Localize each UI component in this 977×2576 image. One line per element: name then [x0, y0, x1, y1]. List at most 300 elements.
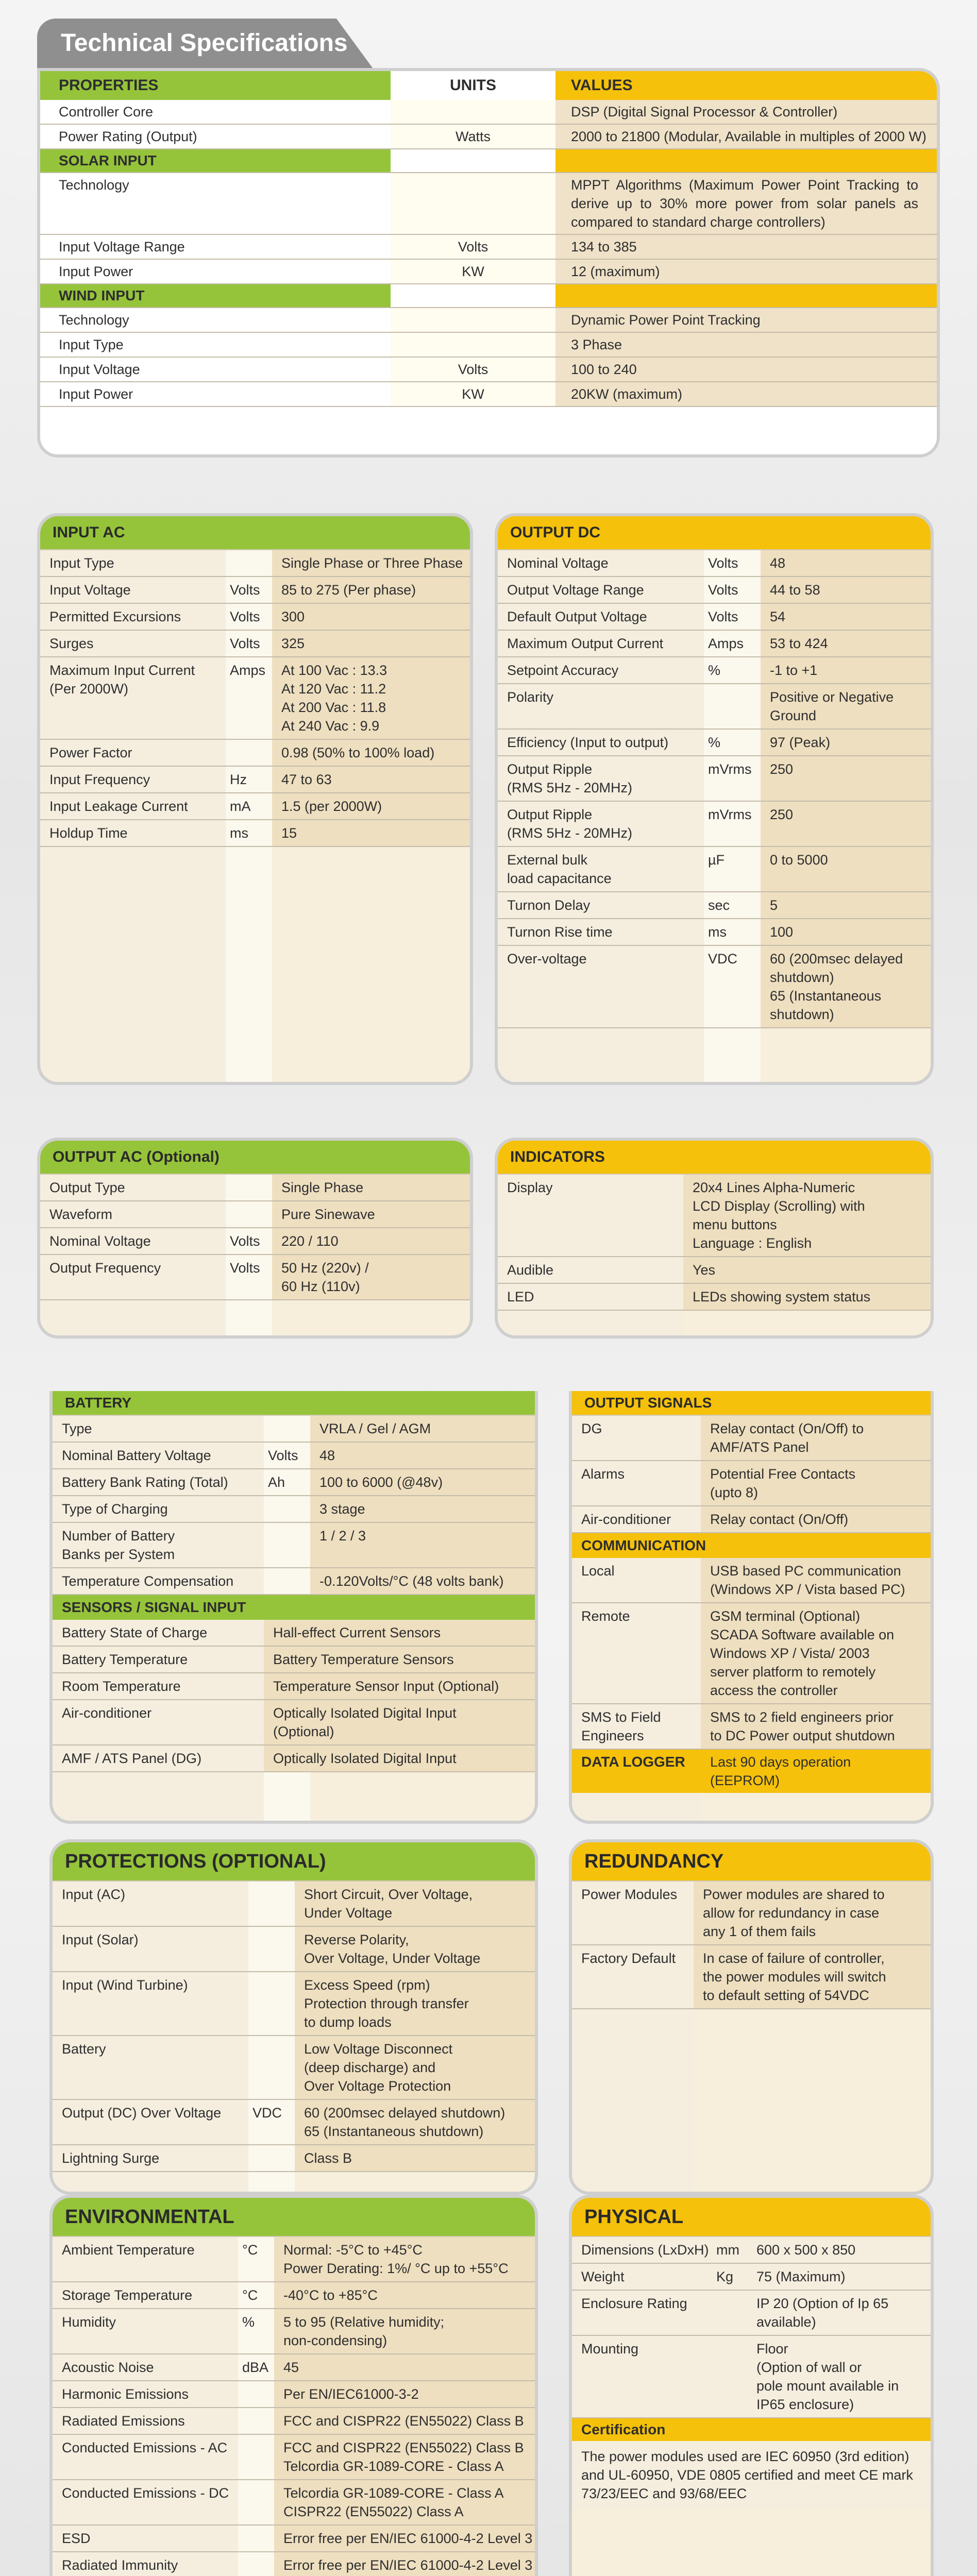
input-ac-panel: [37, 513, 473, 1085]
environmental-unit: dBA: [238, 2354, 274, 2381]
table-row: [40, 100, 937, 124]
physical-unit: Kg: [716, 2263, 747, 2290]
input-ac-property: Maximum Input Current (Per 2000W): [40, 657, 226, 739]
input-ac-property: Input Frequency: [40, 766, 226, 793]
output-ac-property: Waveform: [40, 1201, 226, 1228]
sensor-value: Temperature Sensor Input (Optional): [264, 1673, 535, 1700]
tech-property: Input Power: [40, 259, 391, 284]
table-row: [572, 1461, 931, 1506]
protection-value: Excess Speed (rpm) Protection through transfer to dump loads: [295, 1972, 535, 2036]
tech-property: Power Rating (Output): [40, 124, 391, 149]
output-dc-value: Positive or Negative Ground: [761, 684, 931, 729]
input-ac-value: 1.5 (per 2000W): [272, 793, 470, 820]
physical-value: 600 x 500 x 850: [747, 2237, 931, 2263]
battery-unit: [264, 1522, 310, 1568]
input-ac-title: INPUT AC: [40, 516, 470, 550]
protection-value: Reverse Polarity, Over Voltage, Under Voltage: [295, 1926, 535, 1972]
output-dc-unit: %: [704, 729, 761, 756]
environmental-value: -40°C to +85°C: [274, 2282, 535, 2309]
table-row: [53, 2480, 535, 2525]
output-dc-unit: ms: [704, 919, 761, 945]
table-row: [53, 2552, 535, 2576]
sensor-property: AMF / ATS Panel (DG): [53, 1745, 264, 1772]
tech-value: Dynamic Power Point Tracking: [555, 308, 937, 332]
output-dc-value: 48: [761, 550, 931, 577]
protection-unit: [248, 2036, 295, 2099]
table-row: [40, 173, 937, 234]
input-ac-property: Holdup Time: [40, 820, 226, 846]
communication-property: SMS to Field Engineers: [572, 1704, 701, 1749]
certification-title: Certification: [572, 2418, 931, 2441]
input-ac-property: Surges: [40, 630, 226, 657]
physical-table: [572, 2237, 931, 2418]
physical-unit: [716, 2290, 747, 2335]
tech-value: 100 to 240: [555, 357, 937, 382]
signal-property: Alarms: [572, 1461, 701, 1506]
physical-value: IP 20 (Option of Ip 65 available): [747, 2290, 931, 2335]
physical-panel: [569, 2195, 934, 2576]
battery-property: Nominal Battery Voltage: [53, 1442, 264, 1469]
tech-value: 12 (maximum): [555, 259, 937, 284]
environmental-value: FCC and CISPR22 (EN55022) Class B: [274, 2408, 535, 2434]
protection-value: Short Circuit, Over Voltage, Under Voltage: [295, 1882, 535, 1926]
protection-unit: VDC: [248, 2099, 295, 2145]
environmental-unit: [238, 2381, 274, 2408]
table-row: [40, 657, 470, 739]
physical-property: Enclosure Rating: [572, 2290, 716, 2335]
signal-value: Relay contact (On/Off) to AMF/ATS Panel: [701, 1416, 931, 1461]
output-dc-unit: µF: [704, 846, 761, 892]
input-ac-property: Permitted Excursions: [40, 603, 226, 630]
input-ac-property: Input Leakage Current: [40, 793, 226, 820]
environmental-unit: [238, 2480, 274, 2525]
input-ac-property: Input Type: [40, 550, 226, 577]
environmental-value: Error free per EN/IEC 61000-4-2 Level 3: [274, 2552, 535, 2576]
redundancy-value: In case of failure of controller, the power modules will switch to default setting of 54VDC: [694, 1945, 931, 2009]
output-dc-value: 100: [761, 919, 931, 945]
output-dc-property: Output Voltage Range: [498, 577, 704, 603]
tech-unit: [391, 308, 555, 332]
table-row: [40, 357, 937, 382]
tech-value: 2000 to 21800 (Modular, Available in multiples of 2000 W): [555, 124, 937, 149]
output-dc-property: External bulk load capacitance: [498, 846, 704, 892]
output-dc-value: 0 to 5000: [761, 846, 931, 892]
output-ac-value: 50 Hz (220v) / 60 Hz (110v): [272, 1255, 470, 1300]
battery-value: 48: [310, 1442, 535, 1469]
protection-unit: [248, 2145, 295, 2172]
page-title: Technical Specifications: [61, 29, 348, 57]
battery-property: Temperature Compensation: [53, 1568, 264, 1595]
table-row: [572, 1882, 931, 1945]
environmental-unit: [238, 2552, 274, 2576]
table-row: [53, 1882, 535, 1926]
table-row: [53, 2354, 535, 2381]
table-row: [53, 2237, 535, 2282]
tech-property: Controller Core: [40, 100, 391, 124]
output-dc-property: Polarity: [498, 684, 704, 729]
tech-property: Technology: [40, 173, 391, 234]
redundancy-panel: [569, 1839, 934, 2195]
table-row: [498, 919, 931, 945]
environmental-unit: [238, 2408, 274, 2434]
output-ac-property: Nominal Voltage: [40, 1228, 226, 1255]
output-dc-property: Over-voltage: [498, 945, 704, 1028]
environmental-value: 45: [274, 2354, 535, 2381]
environmental-value: 5 to 95 (Relative humidity; non-condensing): [274, 2309, 535, 2354]
tech-unit: [391, 100, 555, 124]
tech-property: Input Type: [40, 332, 391, 357]
environmental-property: Conducted Emissions - AC: [53, 2434, 238, 2480]
section-gap: [555, 284, 937, 308]
output-ac-unit: Volts: [226, 1255, 272, 1300]
indicators-panel: [495, 1138, 934, 1338]
output-dc-property: Maximum Output Current: [498, 630, 704, 657]
output-signals-panel: [569, 1391, 934, 1824]
environmental-property: Radiated Immunity: [53, 2552, 238, 2576]
data-logger-row: [572, 1749, 931, 1793]
protection-property: Output (DC) Over Voltage: [53, 2099, 248, 2145]
environmental-unit: °C: [238, 2237, 274, 2282]
table-row: [40, 1175, 470, 1201]
output-dc-panel: [495, 513, 934, 1085]
table-row: [498, 657, 931, 684]
table-row: [572, 2237, 931, 2263]
protection-unit: [248, 1972, 295, 2036]
input-ac-value: 85 to 275 (Per phase): [272, 577, 470, 603]
table-row: [572, 1704, 931, 1749]
output-ac-value: Pure Sinewave: [272, 1201, 470, 1228]
data-logger-value: Last 90 days operation (EEPROM): [701, 1749, 931, 1793]
protection-value: Low Voltage Disconnect (deep discharge) and Over Voltage Protection: [295, 2036, 535, 2099]
table-row: [498, 684, 931, 729]
solar-section-row: [40, 149, 937, 173]
physical-value: 75 (Maximum): [747, 2263, 931, 2290]
sensor-property: Battery Temperature: [53, 1646, 264, 1673]
table-row: [498, 550, 931, 577]
input-ac-unit: [226, 550, 272, 577]
sensor-value: Optically Isolated Digital Input: [264, 1745, 535, 1772]
table-row: [53, 2309, 535, 2354]
environmental-value: Telcordia GR-1089-CORE - Class A CISPR22 (EN55022) Class A: [274, 2480, 535, 2525]
input-ac-unit: Hz: [226, 766, 272, 793]
output-dc-value: 250: [761, 801, 931, 846]
battery-property: Type of Charging: [53, 1496, 264, 1522]
table-row: [40, 124, 937, 149]
table-row: [498, 729, 931, 756]
sensor-property: Room Temperature: [53, 1673, 264, 1700]
output-dc-unit: mVrms: [704, 801, 761, 846]
table-row: [40, 739, 470, 766]
environmental-property: Humidity: [53, 2309, 238, 2354]
table-row: [40, 550, 470, 577]
environmental-unit: °C: [238, 2282, 274, 2309]
tech-value: MPPT Algorithms (Maximum Power Point Tracking to derive up to 30% more power from solar panels as compared to standard charge controllers): [555, 173, 937, 234]
output-ac-property: Output Frequency: [40, 1255, 226, 1300]
battery-panel: [49, 1391, 538, 1824]
header-units: UNITS: [391, 71, 555, 100]
output-dc-title: OUTPUT DC: [498, 516, 931, 550]
header-values: VALUES: [555, 71, 937, 100]
environmental-value: Per EN/IEC61000-3-2: [274, 2381, 535, 2408]
table-row: [572, 1506, 931, 1533]
output-dc-value: 53 to 424: [761, 630, 931, 657]
table-row: [40, 234, 937, 259]
output-dc-value: 44 to 58: [761, 577, 931, 603]
table-row: [53, 1926, 535, 1972]
wind-section-row: [40, 284, 937, 308]
output-dc-unit: %: [704, 657, 761, 684]
output-dc-unit: sec: [704, 892, 761, 919]
environmental-unit: [238, 2525, 274, 2552]
tech-unit: [391, 332, 555, 357]
input-ac-value: 0.98 (50% to 100% load): [272, 739, 470, 766]
output-dc-property: Setpoint Accuracy: [498, 657, 704, 684]
table-row: [498, 945, 931, 1028]
output-dc-property: Default Output Voltage: [498, 603, 704, 630]
communication-value: SMS to 2 field engineers prior to DC Power output shutdown: [701, 1704, 931, 1749]
table-row: [53, 2408, 535, 2434]
output-ac-unit: [226, 1201, 272, 1228]
tech-unit: Volts: [391, 357, 555, 382]
solar-section-label: SOLAR INPUT: [40, 149, 391, 173]
sensors-section-row: [53, 1595, 535, 1620]
protections-panel: [49, 1839, 538, 2195]
table-row: [53, 2282, 535, 2309]
table-row: [53, 1469, 535, 1496]
table-row: [53, 1442, 535, 1469]
sensor-property: Air-conditioner: [53, 1700, 264, 1745]
table-row: [498, 846, 931, 892]
table-row: [53, 1972, 535, 2036]
communication-section-row: [572, 1533, 931, 1558]
indicator-value: Yes: [683, 1257, 931, 1283]
battery-property: Battery Bank Rating (Total): [53, 1469, 264, 1496]
output-ac-value: Single Phase: [272, 1175, 470, 1201]
redundancy-title: REDUNDANCY: [572, 1842, 931, 1882]
output-dc-property: Turnon Delay: [498, 892, 704, 919]
input-ac-value: 15: [272, 820, 470, 846]
tech-property: Input Voltage: [40, 357, 391, 382]
output-dc-unit: VDC: [704, 945, 761, 1028]
table-row: [498, 603, 931, 630]
output-dc-property: Efficiency (Input to output): [498, 729, 704, 756]
tech-unit: Watts: [391, 124, 555, 149]
table-row: [40, 382, 937, 406]
indicator-value: 20x4 Lines Alpha-Numeric LCD Display (Scrolling) with menu buttons Language : English: [683, 1175, 931, 1257]
physical-property: Mounting: [572, 2335, 716, 2418]
output-ac-table: [40, 1175, 470, 1300]
indicator-property: LED: [498, 1283, 683, 1310]
output-dc-value: 250: [761, 756, 931, 801]
output-ac-panel: [37, 1138, 473, 1338]
battery-property: Number of Battery Banks per System: [53, 1522, 264, 1568]
output-dc-unit: Volts: [704, 577, 761, 603]
table-row: [40, 793, 470, 820]
section-gap: [555, 149, 937, 173]
signal-property: DG: [572, 1416, 701, 1461]
table-row: [53, 1496, 535, 1522]
table-row: [53, 1745, 535, 1772]
environmental-property: Conducted Emissions - DC: [53, 2480, 238, 2525]
protection-property: Lightning Surge: [53, 2145, 248, 2172]
output-ac-unit: [226, 1175, 272, 1201]
table-row: [53, 2381, 535, 2408]
input-ac-property: Input Voltage: [40, 577, 226, 603]
environmental-property: Acoustic Noise: [53, 2354, 238, 2381]
data-logger-label: DATA LOGGER: [572, 1749, 701, 1793]
input-ac-unit: Amps: [226, 657, 272, 739]
table-row: [53, 2434, 535, 2480]
battery-title: BATTERY: [53, 1391, 535, 1416]
input-ac-unit: Volts: [226, 603, 272, 630]
output-dc-unit: [704, 684, 761, 729]
input-ac-unit: mA: [226, 793, 272, 820]
table-row: [498, 892, 931, 919]
battery-unit: [264, 1496, 310, 1522]
battery-value: 3 stage: [310, 1496, 535, 1522]
battery-value: VRLA / Gel / AGM: [310, 1416, 535, 1442]
output-dc-unit: mVrms: [704, 756, 761, 801]
input-ac-value: 300: [272, 603, 470, 630]
table-row: [40, 259, 937, 284]
table-row: [53, 1416, 535, 1442]
environmental-table: [53, 2237, 535, 2576]
battery-table: [53, 1416, 535, 1772]
redundancy-table: [572, 1882, 931, 2009]
sensor-property: Battery State of Charge: [53, 1620, 264, 1646]
table-row: [572, 1558, 931, 1603]
input-ac-unit: ms: [226, 820, 272, 846]
input-ac-unit: Volts: [226, 630, 272, 657]
environmental-property: Radiated Emissions: [53, 2408, 238, 2434]
table-row: [498, 756, 931, 801]
indicators-table: [498, 1175, 931, 1311]
indicator-property: Display: [498, 1175, 683, 1257]
physical-unit: [716, 2335, 747, 2418]
tech-property: Input Voltage Range: [40, 234, 391, 259]
certification-text: The power modules used are IEC 60950 (3rd edition) and UL-60950, VDE 0805 certified and meet CE mark 73/23/EEC and 93/68/EEC: [572, 2441, 931, 2509]
output-dc-property: Turnon Rise time: [498, 919, 704, 945]
output-ac-unit: Volts: [226, 1228, 272, 1255]
environmental-property: ESD: [53, 2525, 238, 2552]
table-row: [40, 1201, 470, 1228]
environmental-property: Ambient Temperature: [53, 2237, 238, 2282]
signal-value: Relay contact (On/Off): [701, 1506, 931, 1533]
signal-property: Air-conditioner: [572, 1506, 701, 1533]
input-ac-value: Single Phase or Three Phase: [272, 550, 470, 577]
communication-value: GSM terminal (Optional) SCADA Software available on Windows XP / Vista/ 2003 server platform to remotely access the controller: [701, 1603, 931, 1704]
battery-unit: [264, 1568, 310, 1595]
table-row: [40, 603, 470, 630]
redundancy-property: Factory Default: [572, 1945, 694, 2009]
communication-property: Local: [572, 1558, 701, 1603]
environmental-unit: %: [238, 2309, 274, 2354]
protection-unit: [248, 1926, 295, 1972]
table-row: [53, 1568, 535, 1595]
battery-unit: Ah: [264, 1469, 310, 1496]
input-ac-property: Power Factor: [40, 739, 226, 766]
table-row: [572, 2335, 931, 2418]
battery-value: -0.120Volts/°C (48 volts bank): [310, 1568, 535, 1595]
header-properties: PROPERTIES: [40, 71, 391, 100]
tech-table: [40, 100, 937, 407]
tech-unit: [391, 173, 555, 234]
table-row: [498, 1257, 931, 1283]
physical-property: Dimensions (LxDxH): [572, 2237, 716, 2263]
communication-value: USB based PC communication (Windows XP / Vista based PC): [701, 1558, 931, 1603]
protection-unit: [248, 1882, 295, 1926]
environmental-value: Normal: -5°C to +45°C Power Derating: 1%/ °C up to +55°C: [274, 2237, 535, 2282]
protection-property: Input (Solar): [53, 1926, 248, 1972]
input-ac-value: 325: [272, 630, 470, 657]
table-row: [40, 1228, 470, 1255]
tech-unit: KW: [391, 259, 555, 284]
tech-header-row: [40, 71, 937, 100]
physical-title: PHYSICAL: [572, 2198, 931, 2237]
communication-section-row-label: COMMUNICATION: [572, 1533, 931, 1558]
input-ac-unit: Volts: [226, 577, 272, 603]
environmental-unit: [238, 2434, 274, 2480]
output-dc-property: Output Ripple (RMS 5Hz - 20MHz): [498, 756, 704, 801]
input-ac-table: [40, 550, 470, 847]
output-dc-value: 54: [761, 603, 931, 630]
table-row: [572, 2263, 931, 2290]
protection-property: Battery: [53, 2036, 248, 2099]
sensors-section-row-label: SENSORS / SIGNAL INPUT: [53, 1595, 535, 1620]
output-signals-title: OUTPUT SIGNALS: [572, 1391, 931, 1416]
environmental-panel: [49, 2195, 538, 2576]
output-dc-property: Output Ripple (RMS 5Hz - 20MHz): [498, 801, 704, 846]
table-row: [53, 2099, 535, 2145]
battery-property: Type: [53, 1416, 264, 1442]
sensor-value: Optically Isolated Digital Input (Optional): [264, 1700, 535, 1745]
environmental-title: ENVIRONMENTAL: [53, 2198, 535, 2237]
environmental-property: Harmonic Emissions: [53, 2381, 238, 2408]
output-dc-property: Nominal Voltage: [498, 550, 704, 577]
table-row: [40, 766, 470, 793]
physical-unit: mm: [716, 2237, 747, 2263]
section-gap: [391, 284, 555, 308]
section-gap: [391, 149, 555, 173]
output-signals-table: [572, 1416, 931, 1793]
table-row: [53, 1522, 535, 1568]
table-row: [40, 308, 937, 332]
protection-value: 60 (200msec delayed shutdown) 65 (Instantaneous shutdown): [295, 2099, 535, 2145]
signal-value: Potential Free Contacts (upto 8): [701, 1461, 931, 1506]
table-row: [498, 630, 931, 657]
tech-property: Input Power: [40, 382, 391, 406]
output-ac-value: 220 / 110: [272, 1228, 470, 1255]
table-row: [53, 1620, 535, 1646]
output-dc-value: 60 (200msec delayed shutdown) 65 (Instantaneous shutdown): [761, 945, 931, 1028]
protection-property: Input (AC): [53, 1882, 248, 1926]
tech-value: DSP (Digital Signal Processor & Controller): [555, 100, 937, 124]
indicators-title: INDICATORS: [498, 1141, 931, 1175]
output-ac-property: Output Type: [40, 1175, 226, 1201]
output-dc-value: -1 to +1: [761, 657, 931, 684]
indicator-property: Audible: [498, 1257, 683, 1283]
output-dc-unit: Volts: [704, 603, 761, 630]
physical-property: Weight: [572, 2263, 716, 2290]
table-row: [40, 820, 470, 846]
table-row: [572, 2290, 931, 2335]
input-ac-unit: [226, 739, 272, 766]
table-row: [40, 577, 470, 603]
table-row: [498, 1175, 931, 1257]
battery-unit: Volts: [264, 1442, 310, 1469]
table-row: [572, 1945, 931, 2009]
tech-value: 134 to 385: [555, 234, 937, 259]
